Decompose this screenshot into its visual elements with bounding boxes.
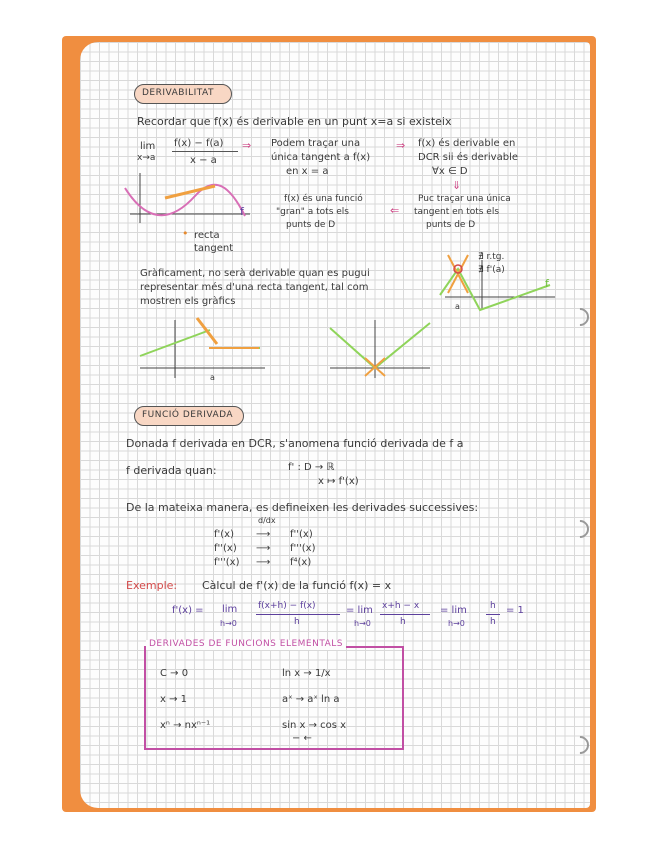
legend-marker: • [182, 227, 189, 240]
eq-lim-1: lim [222, 604, 238, 615]
intro-text: Recordar que f(x) és derivable en un punt x=a si existeix [137, 115, 452, 128]
legend-line-1: recta [194, 230, 220, 241]
rule-identity: x → 1 [160, 694, 188, 705]
eq-num-2: x+h − x [382, 601, 420, 611]
graph-label-a-2: a [210, 373, 215, 382]
succ-to-2: f'''(x) [290, 543, 316, 554]
rule-sine: sin x → cos x [282, 720, 347, 731]
succ-to-3: f⁴(x) [290, 557, 312, 568]
eq-result: = 1 [506, 605, 524, 616]
eq-lim-2: = lim [346, 605, 373, 616]
graph-label-f: f [240, 205, 244, 218]
eq-lhs: f'(x) = [172, 605, 204, 616]
eq-bar-1 [256, 614, 340, 615]
implies-arrow: ⇒ [396, 139, 406, 152]
statement-4-line-1: Puc traçar una única [418, 194, 511, 204]
statement-4-line-3: punts de D [426, 220, 476, 230]
lim-subscript: x→a [137, 153, 156, 163]
succ-arrow-2: ⟶ [256, 543, 271, 554]
lim-label: lim [140, 141, 156, 152]
rule-exponential: aˣ → aˣ ln a [282, 694, 340, 705]
rule-power: xⁿ → nxⁿ⁻¹ [160, 720, 211, 731]
statement-4-line-2: tangent en tots els [414, 207, 500, 217]
eq-den-3: h [490, 617, 496, 627]
example-text: Càlcul de f'(x) de la funció f(x) = x [202, 579, 392, 592]
fraction-numerator: f(x) − f(a) [174, 138, 224, 149]
statement-3-line-1: f(x) és una funció [284, 194, 363, 204]
statement-1-line-1: Podem traçar una [271, 138, 361, 149]
section-title-derivabilitat: DERIVABILITAT [142, 88, 215, 98]
rule-sine-extra: − ← [292, 733, 312, 744]
statement-1-line-3: en x = a [286, 166, 329, 177]
eq-num-3: h [490, 601, 496, 611]
succ-from-1: f'(x) [214, 529, 234, 540]
example-label: Exemple: [126, 579, 178, 592]
succ-to-1: f''(x) [290, 529, 313, 540]
left-implies-arrow: ⇐ [390, 204, 400, 217]
fraction-denominator: x − a [190, 155, 217, 166]
derivative-mapping-line-1: f' : D → ℝ [288, 462, 335, 473]
statement-2-line-3: ∀x ∈ D [432, 166, 468, 177]
eq-sub-1: h→0 [220, 619, 237, 628]
graphically-text-2: representar més d'una recta tangent, tal com [140, 282, 369, 293]
fraction-bar [172, 151, 238, 152]
eq-sub-2: h→0 [354, 619, 371, 628]
legend-line-2: tangent [194, 243, 234, 254]
eq-bar-3 [486, 614, 500, 615]
graph-label-f-green: f [545, 277, 549, 290]
eq-den-1: h [294, 617, 300, 627]
tangent-graph [120, 168, 260, 228]
implies-arrow: ⇒ [242, 139, 252, 152]
eq-bar-2 [380, 614, 430, 615]
rule-constant: C → 0 [160, 668, 189, 679]
rule-ln: ln x → 1/x [282, 668, 331, 679]
eq-num-1: f(x+h) − f(x) [258, 601, 316, 611]
d-dx-label: d/dx [258, 516, 276, 525]
section-title-funcio-derivada: FUNCIÓ DERIVADA [142, 410, 234, 420]
succ-arrow-1: ⟶ [256, 529, 271, 540]
derivative-definition-text: Donada f derivada en DCR, s'anomena funció derivada de f a [126, 437, 464, 450]
jump-discontinuity-graph [135, 318, 270, 380]
no-tangent-note: ∄ r.tg. [478, 252, 505, 262]
statement-1-line-2: única tangent a f(x) [271, 152, 371, 163]
successive-derivatives-text: De la mateixa manera, es defineixen les derivades successives: [126, 501, 479, 514]
statement-3-line-3: punts de D [286, 220, 336, 230]
eq-sub-3: h→0 [448, 619, 465, 628]
elementary-derivatives-title: DERIVADES DE FUNCIONS ELEMENTALS [146, 640, 346, 650]
cusp-graph [325, 318, 435, 380]
succ-arrow-3: ⟶ [256, 557, 271, 568]
derivative-when-text: f derivada quan: [126, 464, 217, 477]
graphically-text-3: mostren els gràfics [140, 296, 236, 307]
down-implies-arrow: ⇓ [452, 179, 462, 192]
graphically-text-1: Gràficament, no serà derivable quan es pugui [140, 268, 370, 279]
succ-from-3: f'''(x) [214, 557, 240, 568]
no-derivative-note: ∄ f'(a) [478, 265, 505, 275]
statement-3-line-2: "gran" a tots els [276, 207, 349, 217]
statement-2-line-1: f(x) és derivable en [418, 138, 516, 149]
eq-lim-3: = lim [440, 605, 467, 616]
eq-den-2: h [400, 617, 406, 627]
statement-2-line-2: DCR sii és derivable [418, 152, 519, 163]
derivative-mapping-line-2: x ↦ f'(x) [318, 476, 359, 487]
succ-from-2: f''(x) [214, 543, 237, 554]
graph-label-a: a [455, 302, 460, 311]
